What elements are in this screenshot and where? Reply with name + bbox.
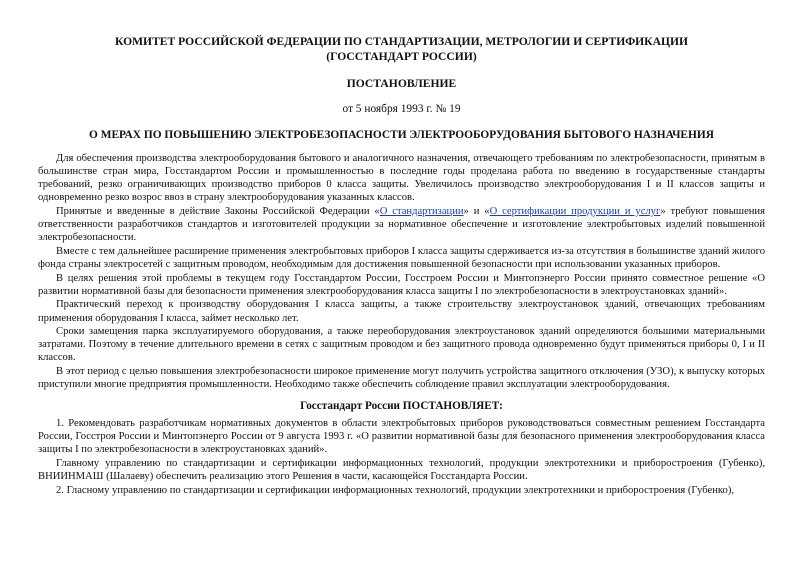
resolution-heading: Госстандарт России ПОСТАНОВЛЯЕТ: <box>300 400 503 413</box>
paragraph-2-text-middle: » и « <box>463 205 490 217</box>
document-body <box>38 152 765 497</box>
paragraph-3: Вместе с тем дальнейшее расширение применения электробытовых приборов I класса защиты сдерживается из-за отсутствия в большинстве зданий жилого фонда страны электросетей с защитным проводом, необходимым для достижения повышенной безопасности при использовании указанных приборов. <box>38 245 765 270</box>
document-title: О МЕРАХ ПО ПОВЫШЕНИЮ ЭЛЕКТРОБЕЗОПАСНОСТИ ЭЛЕКТРООБОРУДОВАНИЯ БЫТОВОГО НАЗНАЧЕНИЯ <box>89 129 714 141</box>
paragraph-10: 2. Гласному управлению по стандартизации и сертификации информационных технологий, продукции электротехники и приборостроения (Губенко), <box>56 484 735 496</box>
paragraph-9: Главному управлению по стандартизации и сертификации информационных технологий, продукции электротехники и приборостроения (Губенко), ВНИИНМАШ (Шалаеву) обеспечить реализацию этого Решения в части, касающейся Госстандарта России. <box>38 458 765 483</box>
link-law-standardization[interactable]: О стандартизации <box>379 205 464 217</box>
document-header <box>38 34 765 143</box>
paragraph-5: Практический переход к производству оборудования I класса защиты, а также строительству электроустановок зданий, отвечающих требованиям применения оборудования I класса, займет несколько лет. <box>38 299 765 324</box>
paragraph-6: Сроки замещения парка эксплуатируемого оборудования, а также переоборудования электроустановок зданий определяются большими материальными затратами. Поэтому в течение длительного времени в сетях с защитным проводом и без защитного провода одновременно будут применяться приборы 0, I и II классов. <box>38 326 765 364</box>
paragraph-2-text-before: Принятые и введенные в действие Законы Российской Федерации « <box>56 205 380 217</box>
paragraph-4: В целях решения этой проблемы в текущем году Госстандартом России, Госстроем России и Минтопэнерго России принято совместное решение «О развитии нормативной базы для безопасности применения электрооборудования класса защиты I по электробезопасности в электроустановках зданий». <box>38 272 765 297</box>
org-name-line2: (ГОССТАНДАРТ РОССИИ) <box>326 50 477 63</box>
paragraph-1: Для обеспечения производства электрооборудования бытового и аналогичного назначения, отвечающего требованиям по электробезопасности, принятым в большинстве стран мира, Госстандартом России и промышленностью в последние годы проделана работа по введению в государственные стандарты требований, резко ограничивающих производство приборов 0 класса защиты. Увеличилось производство электрооборудования I и II классов защиты и одновременно резко возрос ввоз в страну электрооборудования указанных классов. <box>38 153 765 204</box>
paragraph-2 <box>38 205 765 244</box>
document-date-number: от 5 ноября 1993 г. № 19 <box>342 103 461 115</box>
link-law-certification[interactable]: О сертификации продукции и услуг <box>489 205 661 217</box>
paragraph-8: 1. Рекомендовать разработчикам нормативных документов в области электробытовых приборов руководствоваться совместным решением Госстандарта России, Госстроя России и Минтопэнерго России от 9 августа 1993 г. «О развитии нормативной базы для безопасного применения электрооборудования класса защиты I по электробезопасности в электроустановках зданий». <box>38 418 765 456</box>
document-type: ПОСТАНОВЛЕНИЕ <box>346 77 457 90</box>
paragraph-2-text-after: » требуют повышения ответственности разработчиков стандартов и изготовителей продукции за нормативное обеспечение и изготовление электробытовых изделий повышенной электробезопасности. <box>38 205 765 244</box>
org-name-line1: КОМИТЕТ РОССИЙСКОЙ ФЕДЕРАЦИИ ПО СТАНДАРТИЗАЦИИ, МЕТРОЛОГИИ И СЕРТИФИКАЦИИ <box>114 35 689 48</box>
paragraph-7: В этот период с целью повышения электробезопасности широкое применение могут получить устройства защитного отключения (УЗО), к выпуску которых приступили многие предприятия промышленности. Необходимо также обеспечить соблюдение правил эксплуатации электрооборудования. <box>38 366 765 391</box>
